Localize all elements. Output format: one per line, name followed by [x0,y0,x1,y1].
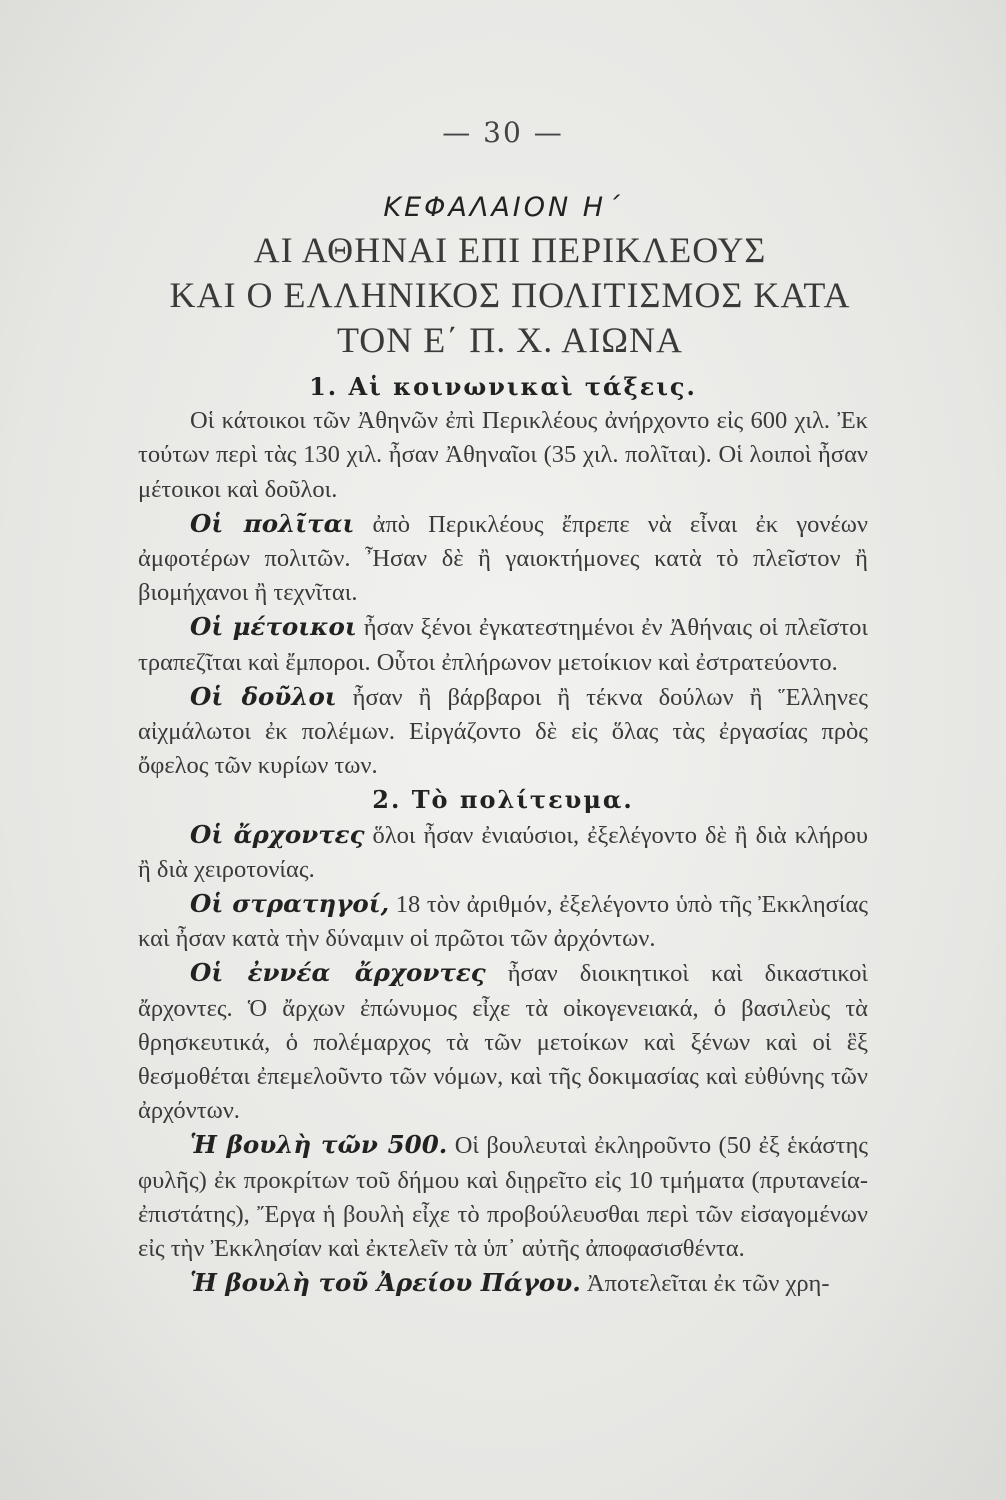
paragraph-lead: Οἱ ἄρχοντες [190,819,365,849]
paragraph [138,610,868,679]
paragraph [138,887,868,956]
paragraph-text: ἦσαν ἢ βάρβαροι ἢ τέκνα δούλων ἢ Ἕλληνες αἰχμάλωτοι ἐκ πολέμων. Εἰργάζοντο δὲ εἰς ὅλας τὰς ἐργασίας πρὸς ὄφελος τῶν κυρίων των. [138,683,868,780]
paragraph-lead: Οἱ στρατηγοί, [190,889,390,919]
paragraph-lead: Οἱ δοῦλοι [190,681,337,711]
page-number: — 30 — [442,116,564,149]
paragraph-text: 18 τὸν ἀριθμόν, ἐξελέγοντο ὑπὸ τῆς Ἐκκλησίας καὶ ἦσαν κατὰ τὴν δύναμιν οἱ πρῶτοι τῶν ἀρχόντων. [138,891,868,953]
paragraph [138,956,868,1128]
section-heading: 1. Αἱ κοινωνικαὶ τάξεις. [309,372,697,401]
title-line: ΚΑΙ Ο ΕΛΛΗΝΙΚΟΣ ΠΟΛΙΤΙΣΜΟΣ ΚΑΤΑ [169,275,851,315]
section-heading: 2. Τὸ πολίτευμα. [372,785,634,815]
title-line: ΑΙ ΑΘΗΝΑΙ ΕΠΙ ΠΕΡΙΚΛΕΟΥΣ [253,230,767,270]
chapter-heading: ΚΕΦΑΛΑΙΟΝ Η΄ [383,192,623,223]
paragraph [138,507,868,611]
title-line: ΤΟΝ Ε΄ Π. Χ. ΑΙΩΝΑ [336,320,684,360]
paragraph-lead: Ἡ βουλὴ τῶν 500. [190,1130,448,1160]
body-text [138,370,868,1301]
paragraph-text: ἀπὸ Περικλέους ἔπρεπε νὰ εἶναι ἐκ γονέων ἀμφοτέρων πολιτῶν. Ἦσαν δὲ ἢ γαιοκτήμονες κατὰ τὸ πλεῖστον ἢ βιομήχανοι ἢ τεχνῖται. [138,510,868,607]
paragraph-lead: Οἱ πολῖται [190,508,355,538]
paragraph-text: ἦσαν διοικητικοὶ καὶ δικαστικοὶ ἄρχοντες. Ὁ ἄρχων ἐπώνυμος εἶχε τὰ οἰκογενειακά, ὁ βασιλεὺς τὰ θρησκευτικά, ὁ πολέμαρχος τὰ τῶν μετοίκων καὶ ξένων καὶ οἱ ἓξ θεσμοθέται ἐπεμελοῦντο τῶν νόμων, καὶ τῆς δοκιμασίας καὶ εὐθύνης τῶν ἀρχόντων. [138,960,869,1125]
paragraph-text: Ἀποτελεῖται ἐκ τῶν χρη- [580,1270,830,1298]
paragraph [138,818,868,887]
paragraph [138,680,868,784]
paragraph [138,1266,868,1301]
paragraph-lead: Ἡ βουλὴ τοῦ Ἀρείου Πάγου. [190,1268,581,1298]
paragraph-text: ὅλοι ἦσαν ἐνιαύσιοι, ἐξελέγοντο δὲ ἢ διὰ κλήρου ἢ διὰ χειροτονίας. [138,821,868,883]
paragraph: Οἱ κάτοικοι τῶν Ἀθηνῶν ἐπὶ Περικλέους ἀνήρχοντο εἰς 600 χιλ. Ἐκ τούτων περὶ τὰς 130 χιλ. ἦσαν Ἀθηναῖοι (35 χιλ. πολῖται). Οἱ λοιποὶ ἦσαν μέτοικοι καὶ δοῦλοι. [138,407,868,503]
paragraph-lead: Οἱ μέτοικοι [190,612,357,642]
paragraph-text: ἦσαν ξένοι ἐγκατεστημένοι ἐν Ἀθήναις οἱ πλεῖστοι τραπεζῖται καὶ ἔμποροι. Οὗτοι ἐπλήρωνον μετοίκιον καὶ ἐστρατεύοντο. [138,614,869,676]
paragraph-lead: Οἱ ἐννέα ἄρχοντες [190,958,486,988]
paragraph [138,1128,868,1266]
paragraph-text: Οἱ βουλευταὶ ἐκληροῦντο (50 ἐξ ἑκάστης φυλῆς) ἐκ προκρίτων τοῦ δήμου καὶ διῃρεῖτο εἰς 10 τμήματα (πρυτανεία-ἐπιστάτης), Ἔργα ἡ βουλὴ εἶχε τὸ προβούλευσθαι περὶ τῶν εἰσαγομένων εἰς τὴν Ἐκκλησίαν καὶ ἐκτελεῖν τὰ ὑπ᾿ αὐτῆς ἀποφασισθέντα. [138,1132,868,1263]
chapter-title [140,228,880,363]
